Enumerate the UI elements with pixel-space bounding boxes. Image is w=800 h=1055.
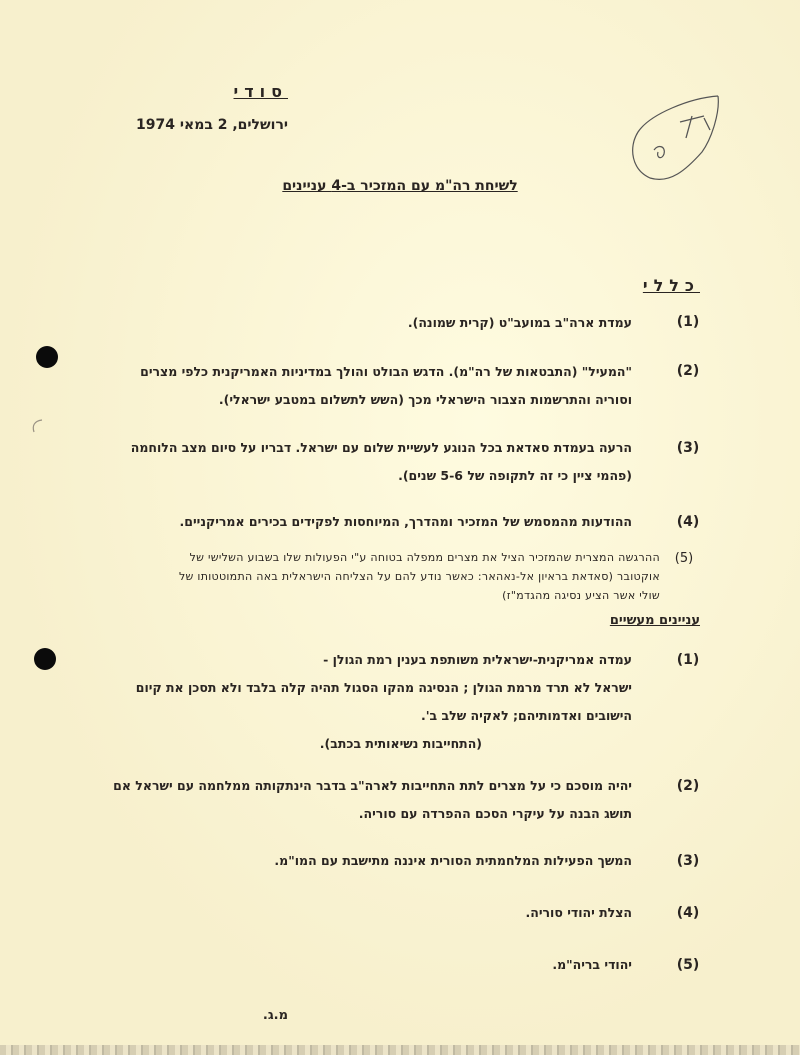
item-line: הצלת יהודי סוריה. bbox=[525, 905, 632, 920]
item-number: (1) bbox=[676, 652, 700, 668]
item-line: (התחייבות נשיאותית בכתב). bbox=[319, 736, 482, 751]
item-number: (5) bbox=[676, 957, 700, 973]
section-title-general: כללי bbox=[642, 276, 700, 295]
item-number: (1) bbox=[676, 314, 700, 330]
subject-text: לשיחת רה"מ עם המזכיר ב-4 עניינים bbox=[282, 178, 518, 194]
item-number: (3) bbox=[676, 853, 700, 869]
signature-initials: מ.ג. bbox=[262, 1008, 288, 1023]
item-line: יהיה מוסכם כי על מצרים לתת התחייבות לארה"ב בדבר הינתקותה ממלחמה עם ישראל אם bbox=[113, 778, 632, 793]
item-line: ההרגשה המצרית שהמזכיר הציל את מצרים ממפלה בטוחה ע"י הפעולות שלו בשבוע השלישי של bbox=[189, 551, 660, 564]
item-number: (2) bbox=[676, 363, 700, 379]
list-item bbox=[52, 772, 632, 828]
list-item bbox=[52, 434, 632, 490]
item-line: הרעה בעמדת סאדאת בכל הנוגע לעשיית שלום עם ישראל. דבריו על סיום מצב הלוחמה bbox=[130, 440, 632, 455]
item-line: יהודי בריה"מ. bbox=[552, 957, 632, 972]
list-item bbox=[52, 508, 632, 536]
item-line: וסוריה והתרשמות הצבור הישראלי מכך (השש לתשלום במטבע ישראלי). bbox=[218, 392, 632, 407]
list-item bbox=[52, 899, 632, 927]
list-item bbox=[52, 646, 632, 758]
section-title-practical: עניינים מעשיים bbox=[609, 613, 700, 628]
classification-heading: סודי bbox=[233, 82, 288, 101]
item-line: "המעיל" (התבטאות של רה"מ). הדגש הבולט והולך במדיניות האמריקנית כלפי מצרים bbox=[140, 364, 632, 379]
item-line: אוקטובר (סאדאת בראיון אל-נאהאר: כאשר נודע להם על הצליחה הישראלית באה התמוטטותו של bbox=[178, 570, 660, 583]
margin-mark-icon bbox=[30, 418, 44, 434]
item-line: ההודעות מהמסמש של המזכיר ומהדרך, המיוחסות לפקידים בכירים אמריקניים. bbox=[179, 514, 632, 529]
item-line: המשך הפעילות המלחמתית הסורית איננה מתישבת עם המו"מ. bbox=[274, 853, 632, 868]
item-line: תושג הבנה על עיקרי הסכם ההפרדה עם סוריה. bbox=[358, 806, 632, 821]
item-line: שולי אשר הציע נסיגה מהגדמ"ז) bbox=[502, 589, 660, 602]
date-line: ירושלים, 2 במאי 1974 bbox=[136, 117, 288, 133]
item-line: עמדה אמריקנית-ישראלית משותפת בענין רמת הגולן - bbox=[323, 652, 632, 667]
item-line: הישובים ואדמותיהם; לאקיה שלב ב'. bbox=[420, 708, 632, 723]
list-item bbox=[52, 951, 632, 979]
item-number: (3) bbox=[676, 440, 700, 456]
item-line: עמדת ארה"ב במועב"ט (קרית שמונה). bbox=[407, 315, 632, 330]
list-item bbox=[52, 358, 632, 414]
list-item bbox=[40, 548, 660, 605]
item-number: (5) bbox=[674, 551, 694, 566]
scan-edge bbox=[0, 1045, 800, 1055]
list-item bbox=[52, 847, 632, 875]
item-number: (2) bbox=[676, 778, 700, 794]
list-item bbox=[52, 309, 632, 337]
item-line: ישראל לא תרד מרמת הגולן ; הנסיגה מהקו הסגול תהיה קלה בלבד ולא תסכן את קיום bbox=[135, 680, 632, 695]
item-number: (4) bbox=[676, 905, 700, 921]
item-line: (פהמי ציין כי זה לתקופה של 5-6 שנים). bbox=[398, 468, 632, 483]
document-subject bbox=[0, 178, 800, 194]
item-number: (4) bbox=[676, 514, 700, 530]
